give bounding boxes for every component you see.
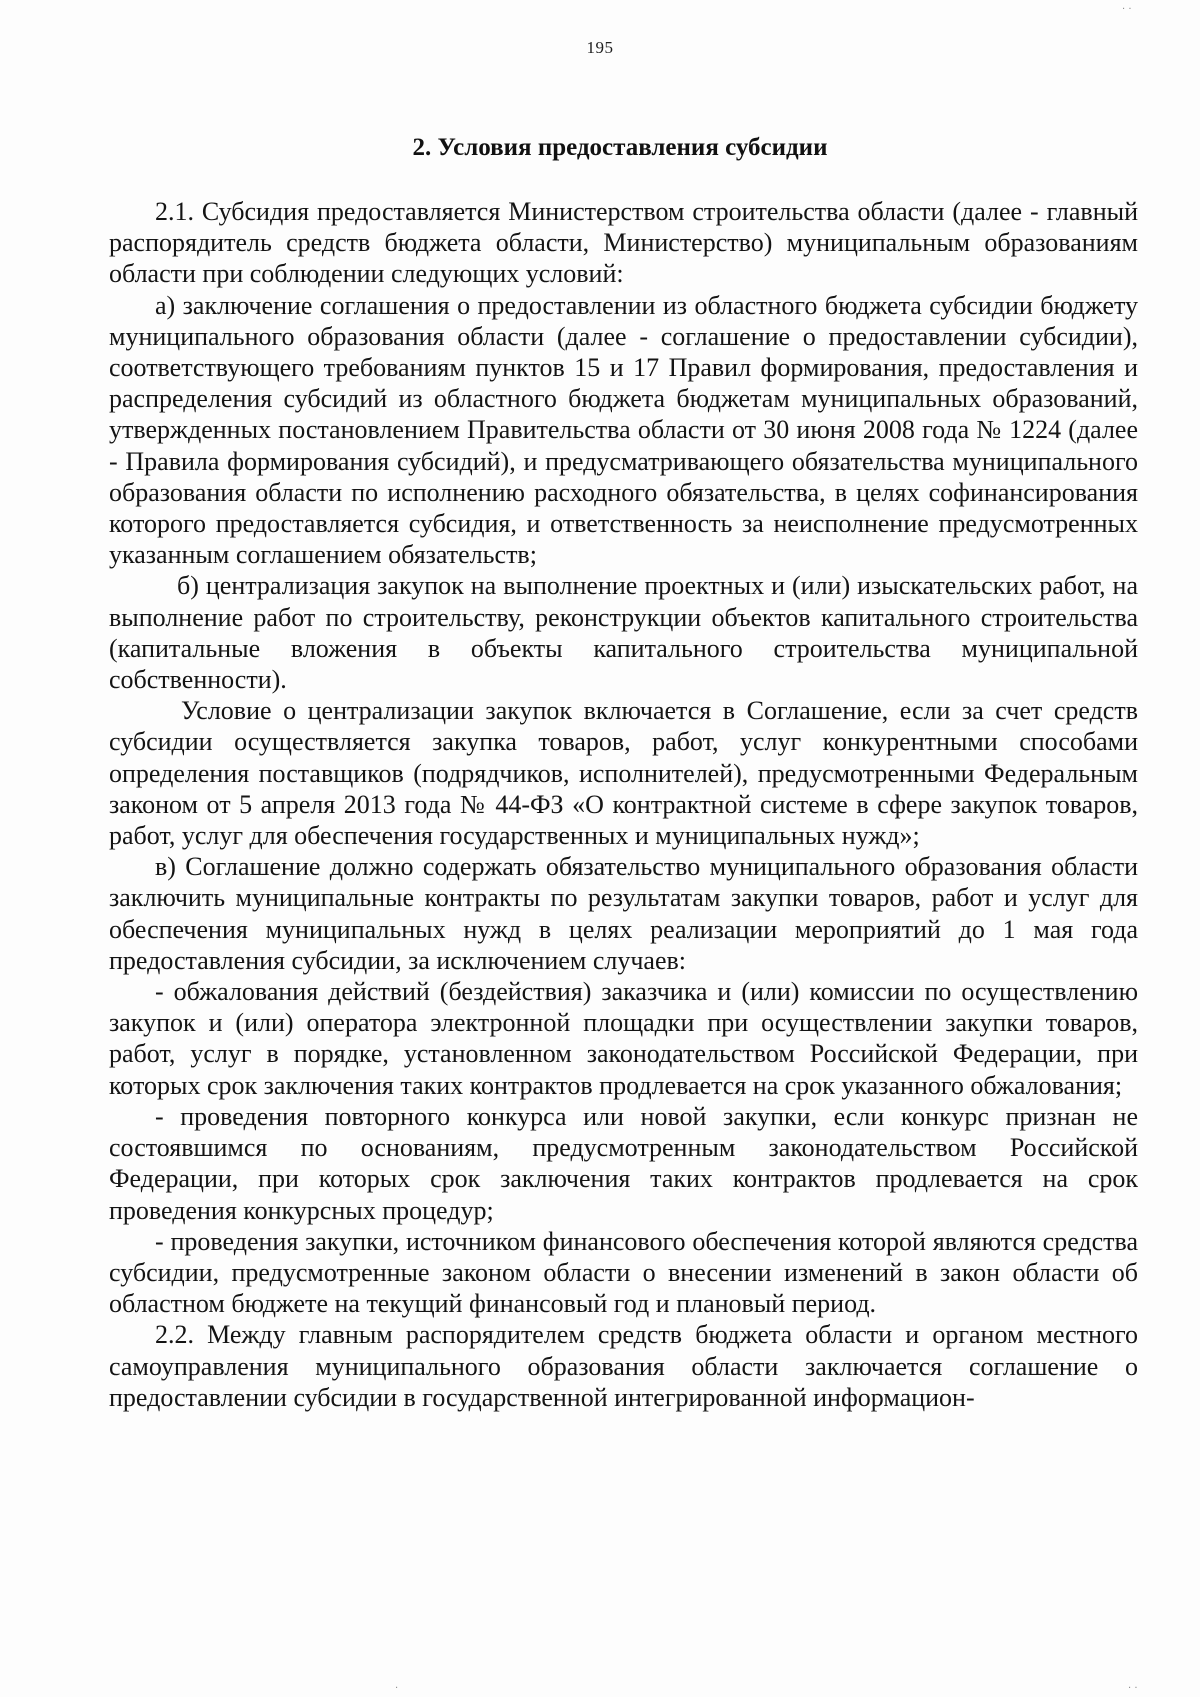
paragraph-centralization-condition: Условие о централизации закупок включается в Соглашение, если за счет средств субсидии осуществляется закупка товаров, работ, услуг конкурентными способами определения поставщиков (подрядчиков, исполнителей), предусмотренными Федеральным законом от 5 апреля 2013 года № 44-ФЗ «О контрактной системе в сфере закупок товаров, работ, услуг для обеспечения государственных и муниципальных нужд»;	[109, 696, 1138, 851]
paragraph-condition-v: в) Соглашение должно содержать обязательство муниципального образования области заключить муниципальные контракты по результатам закупки товаров, работ и услуг для обеспечения муниципальных нужд в целях реализации мероприятий до 1 мая года предоставления субсидии, за исключением случаев:	[109, 852, 1138, 975]
paragraph-condition-a: а) заключение соглашения о предоставлении из областного бюджета субсидии бюджету муниципального образования области (далее - соглашение о предоставлении субсидии), соответствующего требованиям пунктов 15 и 17 Правил формирования, предоставления и распределения субсидий из областного бюджета бюджетам муниципальных образований, утвержденных постановлением Правительства области от 30 июня 2008 года № 1224 (далее - Правила формирования субсидий), и предусматривающего обязательства муниципального образования области по исполнению расходного обязательства, в целях софинансирования которого предоставляется субсидия, и ответственность за неисполнение предусмотренных указанным соглашением обязательств;	[109, 290, 1138, 570]
paragraph-exception-budget-law: - проведения закупки, источником финансового обеспечения которой являются средства субсидии, предусмотренные законом области о внесении изменений в закон области об областном бюджете на текущий финансовый год и плановый период.	[109, 1226, 1138, 1319]
paragraph-exception-appeal: - обжалования действий (бездействия) заказчика и (или) комиссии по осуществлению закупок и (или) оператора электронной площадки при осуществлении закупки товаров, работ, услуг в порядке, установленном законодательством Российской Федерации, при которых срок заключения таких контрактов продлевается на срок указанного обжалования;	[109, 977, 1138, 1100]
document-body	[109, 196, 1138, 1413]
paragraph-2-1: 2.1. Субсидия предоставляется Министерством строительства области (далее - главный распорядитель средств бюджета области, Министерство) муниципальным образованиям области при соблюдении следующих условий:	[109, 197, 1138, 289]
scan-edge-mark: · ·	[1122, 4, 1132, 15]
scan-edge-mark: · ·	[1128, 1683, 1138, 1694]
paragraph-2-2: 2.2. Между главным распорядителем средств бюджета области и органом местного самоуправления муниципального образования области заключается соглашение о предоставлении субсидии в государственной интегрированной информацион-	[109, 1320, 1138, 1412]
paragraph-condition-b: б) централизация закупок на выполнение проектных и (или) изыскательских работ, на выполнение работ по строительству, реконструкции объектов капитального строительства (капитальные вложения в объекты капитального строительства муниципальной собственности).	[109, 571, 1138, 695]
page-number: 195	[586, 38, 614, 57]
section-title: 2. Условия предоставления субсидии	[412, 134, 828, 161]
scan-edge-mark: ·	[395, 1683, 399, 1694]
paragraph-exception-repeat-tender: - проведения повторного конкурса или новой закупки, если конкурс признан не состоявшимся по основаниям, предусмотренным законодательством Российской Федерации, при которых срок заключения таких контрактов продлевается на срок проведения конкурсных процедур;	[109, 1101, 1138, 1225]
